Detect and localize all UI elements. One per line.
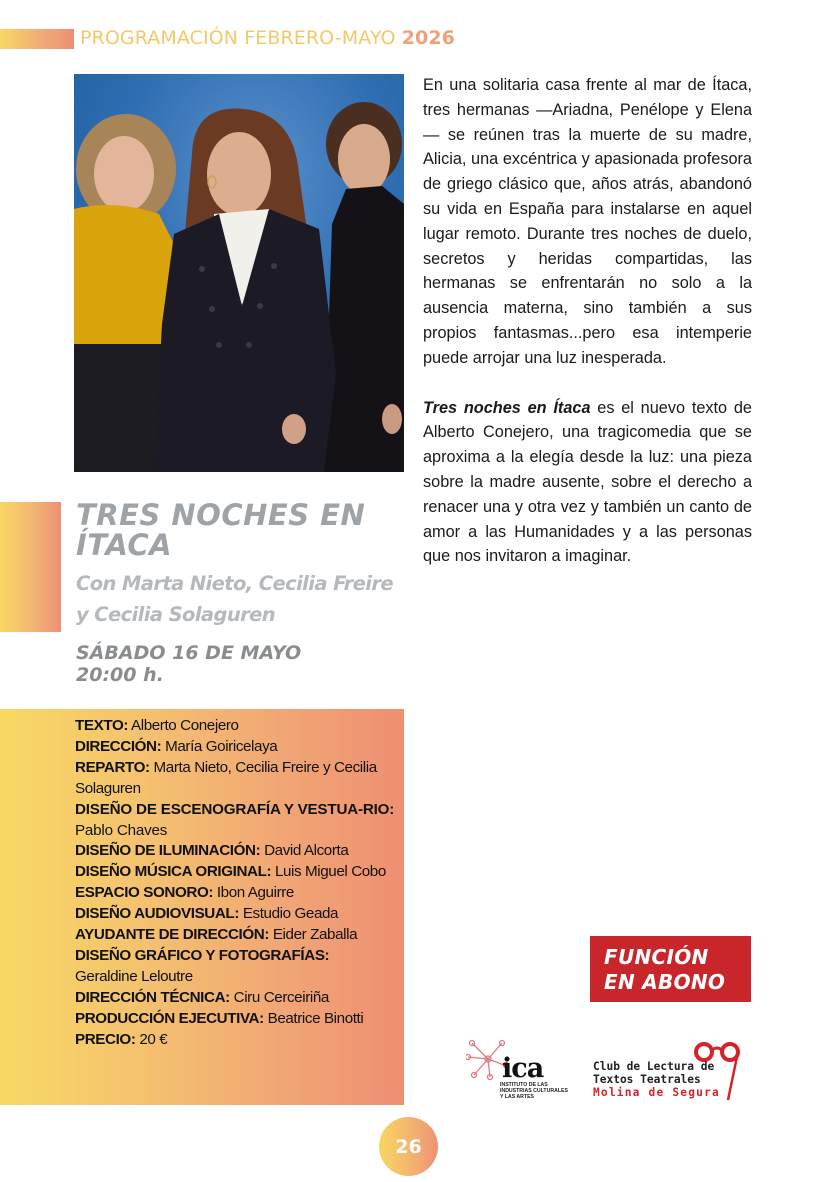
cast-photo xyxy=(74,74,404,472)
credit-value: Marta Nieto, Cecilia Freire y Cecilia Solaguren xyxy=(75,758,377,797)
credit-label: PRODUCCIÓN EJECUTIVA: xyxy=(75,1009,264,1027)
badge-line2: EN ABONO xyxy=(604,970,726,994)
credit-grafico xyxy=(75,946,395,988)
credit-label: DISEÑO AUDIOVISUAL: xyxy=(75,905,239,923)
show-cast-line1: Con Marta Nieto, Cecilia Freire xyxy=(76,572,394,595)
credit-tecnica xyxy=(75,988,395,1009)
cast-photo-illustration xyxy=(74,74,404,472)
club-lectura-logo xyxy=(588,1038,758,1104)
credit-produccion xyxy=(75,1009,395,1030)
credit-espacio-sonoro xyxy=(75,883,395,904)
description xyxy=(423,73,752,594)
credit-label: DISEÑO DE ILUMINACIÓN: xyxy=(75,842,261,860)
credits-box xyxy=(0,709,404,1105)
credit-value: Ibon Aguirre xyxy=(216,884,294,902)
credit-value: David Alcorta xyxy=(264,842,349,860)
credit-value: Pablo Chaves xyxy=(75,821,168,839)
credit-label: DIRECCIÓN: xyxy=(75,737,162,755)
credit-label: ESPACIO SONORO: xyxy=(75,884,214,902)
credit-label: PRECIO: xyxy=(75,1030,136,1048)
club-text xyxy=(593,1060,720,1099)
header-accent-bar xyxy=(0,29,74,49)
ica-subtitle: INSTITUTO DE LAS INDUSTRIAS CULTURALES Y LAS ARTES xyxy=(500,1082,568,1100)
credit-texto xyxy=(75,716,395,737)
credit-value: María Goiricelaya xyxy=(165,737,278,755)
header-title xyxy=(80,27,455,49)
description-paragraph-2-text: es el nuevo texto de Alberto Conejero, una tragicomedia que se aproxima a la elegía desde la luz: una pieza sobre la madre ausente, sobre el derecho a renacer una y otra vez y también un canto de amor a las Humanidades y a las personas que nos invitaron a imaginar. xyxy=(423,398,752,566)
show-time: 20:00 h. xyxy=(76,664,164,686)
credit-label: REPARTO: xyxy=(75,758,150,776)
badge-line1: FUNCIÓN xyxy=(604,945,709,969)
credit-value: Ciru Cerceiriña xyxy=(233,988,329,1006)
credit-value: Alberto Conejero xyxy=(131,717,239,734)
club-line1: Club de Lectura de xyxy=(593,1060,715,1073)
credit-label: DIRECCIÓN TÉCNICA: xyxy=(75,988,230,1006)
header-year: 2026 xyxy=(401,27,455,49)
credit-reparto xyxy=(75,758,395,800)
credit-label: DISEÑO GRÁFICO Y FOTOGRAFÍAS: xyxy=(75,946,330,964)
club-line3: Molina de Segura xyxy=(593,1086,720,1099)
ica-wordmark: ica xyxy=(502,1053,544,1084)
funcion-abono-badge xyxy=(590,936,751,1002)
show-cast xyxy=(76,568,416,630)
credit-value: Geraldine Leloutre xyxy=(75,967,193,985)
club-line2: Textos Teatrales xyxy=(593,1073,701,1086)
credit-label: DISEÑO DE ESCENOGRAFÍA Y VESTUA-RIO: xyxy=(75,800,395,818)
credit-value: Estudio Geada xyxy=(242,905,339,923)
description-title-emphasis: Tres noches en Ítaca xyxy=(423,398,591,417)
title-accent-bar xyxy=(0,502,61,632)
credit-label: AYUDANTE DE DIRECCIÓN: xyxy=(75,926,269,944)
show-cast-line2: y Cecilia Solaguren xyxy=(76,603,276,626)
credit-direccion xyxy=(75,737,395,758)
description-paragraph-2 xyxy=(423,396,752,570)
page-number: 26 xyxy=(379,1117,438,1176)
credit-label: DISEÑO MÚSICA ORIGINAL: xyxy=(75,863,272,881)
credit-value: Beatrice Binotti xyxy=(267,1009,364,1027)
show-date-time xyxy=(76,642,406,686)
credit-value: 20 € xyxy=(139,1030,168,1048)
credit-audiovisual xyxy=(75,904,395,925)
credit-ayudante xyxy=(75,925,395,946)
show-title: TRES NOCHES EN ÍTACA xyxy=(76,498,366,562)
credit-iluminacion xyxy=(75,841,395,862)
credit-precio xyxy=(75,1030,395,1051)
credit-value: Luis Miguel Cobo xyxy=(274,863,386,881)
credit-value: Eider Zaballa xyxy=(272,926,358,944)
description-paragraph-1: En una solitaria casa frente al mar de Ítaca, tres hermanas —Ariadna, Penélope y Elena— se reúnen tras la muerte de su madre, Alicia, una excéntrica y apasionada profesora de griego clásico que, años atrás, abandonó su vida en España para instalarse en aquel lugar remoto. Durante tres noches de duelo, secretos y heridas compartidas, las hermanas se enfrentarán no solo a la ausencia materna, sino también a sus propios fantasmas...pero esa intemperie puede arrojar una luz inesperada. xyxy=(423,76,752,367)
ica-logo xyxy=(466,1037,570,1103)
credit-escenografia xyxy=(75,800,395,842)
show-date: SÁBADO 16 DE MAYO xyxy=(76,642,302,664)
credit-musica xyxy=(75,862,395,883)
header-title-text: PROGRAMACIÓN FEBRERO-MAYO xyxy=(80,27,396,49)
credit-label: TEXTO: xyxy=(75,717,129,734)
